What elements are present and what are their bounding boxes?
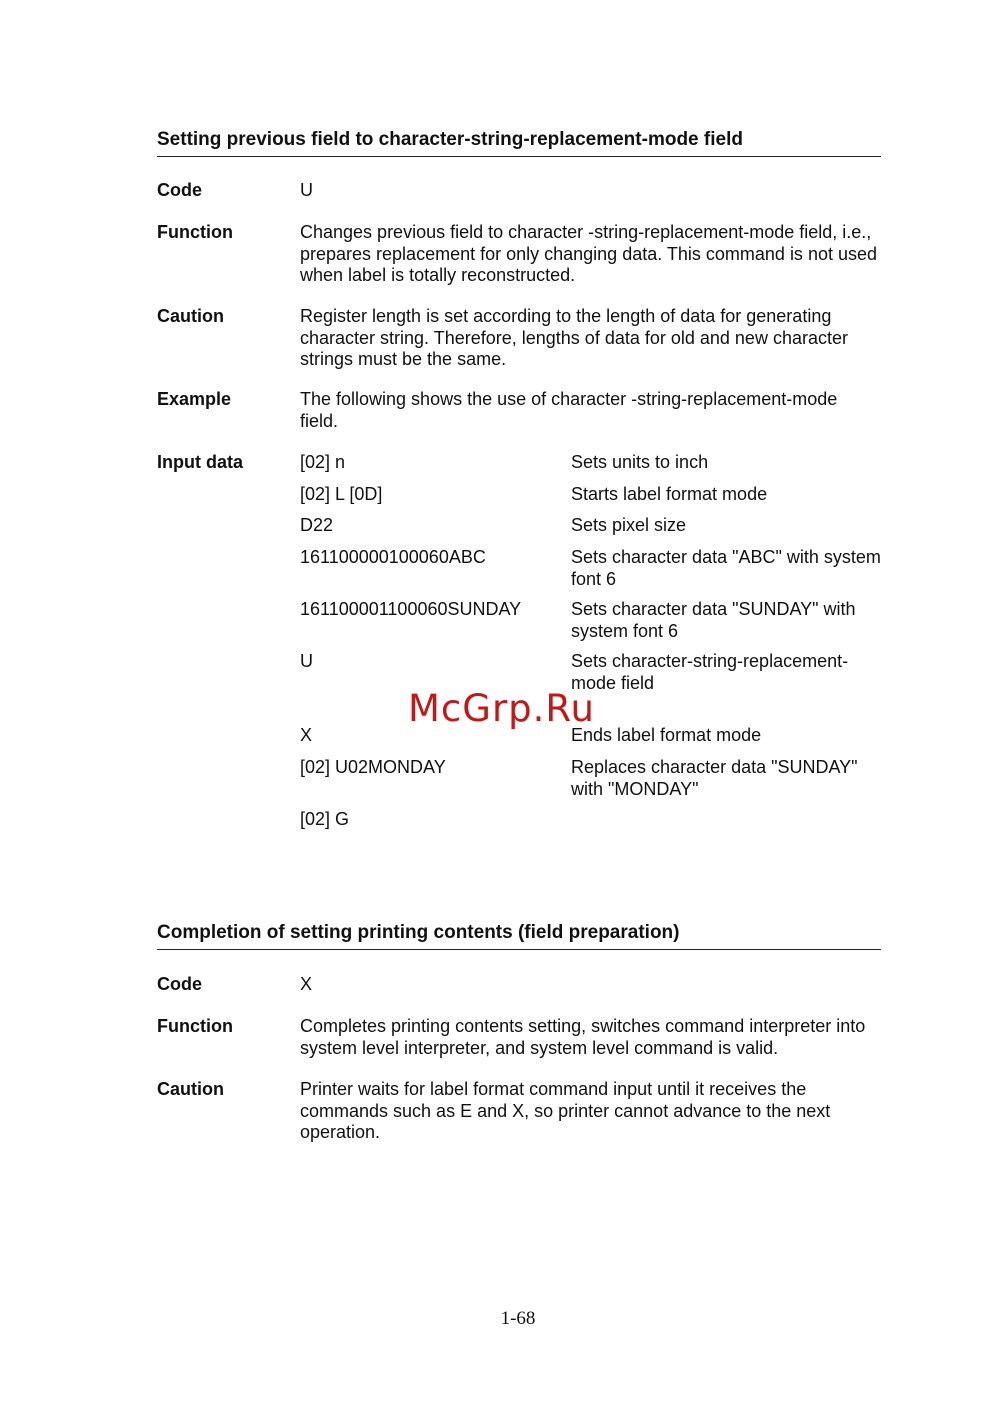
input-command: [02] L [0D] — [300, 484, 383, 504]
section-completion-field-preparation — [157, 921, 881, 1142]
input-description: Sets character data "ABC" with system font 6 — [571, 547, 881, 589]
input-command: [02] G — [300, 809, 350, 829]
input-description: Ends label format mode — [571, 725, 762, 745]
input-command: D22 — [300, 515, 334, 535]
input-description: Sets pixel size — [571, 515, 687, 535]
function-label: Function — [157, 1016, 233, 1036]
code-label: Code — [157, 974, 202, 994]
input-command: 161100001100060SUNDAY — [300, 599, 522, 619]
caution-label: Caution — [157, 1079, 224, 1099]
example-label: Example — [157, 389, 232, 409]
code-value: X — [300, 974, 313, 994]
page-number: 1-68 — [500, 1308, 536, 1329]
input-data-label: Input data — [157, 452, 243, 472]
input-description: Sets character-string-replacement-mode field — [571, 651, 849, 693]
section-heading: Completion of setting printing contents (field preparation) — [157, 921, 881, 950]
input-description: Sets character data "SUNDAY" with system font 6 — [571, 599, 856, 641]
input-command: X — [300, 725, 313, 745]
input-command: U — [300, 651, 313, 671]
caution-label: Caution — [157, 306, 224, 326]
input-description: Starts label format mode — [571, 484, 768, 504]
input-description: Replaces character data "SUNDAY" with "MONDAY" — [571, 757, 858, 799]
input-command: [02] n — [300, 452, 346, 472]
watermark: McGrp.Ru — [408, 687, 595, 730]
code-label: Code — [157, 180, 202, 200]
input-description: Sets units to inch — [571, 452, 709, 472]
caution-text: Printer waits for label format command input until it receives the commands such as E and X, so printer cannot advance to the next operation. — [300, 1079, 831, 1142]
function-label: Function — [157, 222, 233, 242]
code-value: U — [300, 180, 313, 200]
input-command: [02] U02MONDAY — [300, 757, 446, 777]
input-command: 161100000100060ABC — [300, 547, 486, 567]
function-text: Changes previous field to character -string-replacement-mode field, i.e., prepares replacement for only changing data. This command is not used when label is totally reconstructed. — [300, 222, 877, 285]
function-text: Completes printing contents setting, switches command interpreter into system level interpreter, and system level command is valid. — [300, 1016, 866, 1058]
caution-text: Register length is set according to the length of data for generating character string. Therefore, lengths of data for old and new character strings must be the same. — [300, 306, 848, 369]
section-heading: Setting previous field to character-string-replacement-mode field — [157, 128, 881, 157]
example-text: The following shows the use of character -string-replacement-mode field. — [300, 389, 838, 431]
